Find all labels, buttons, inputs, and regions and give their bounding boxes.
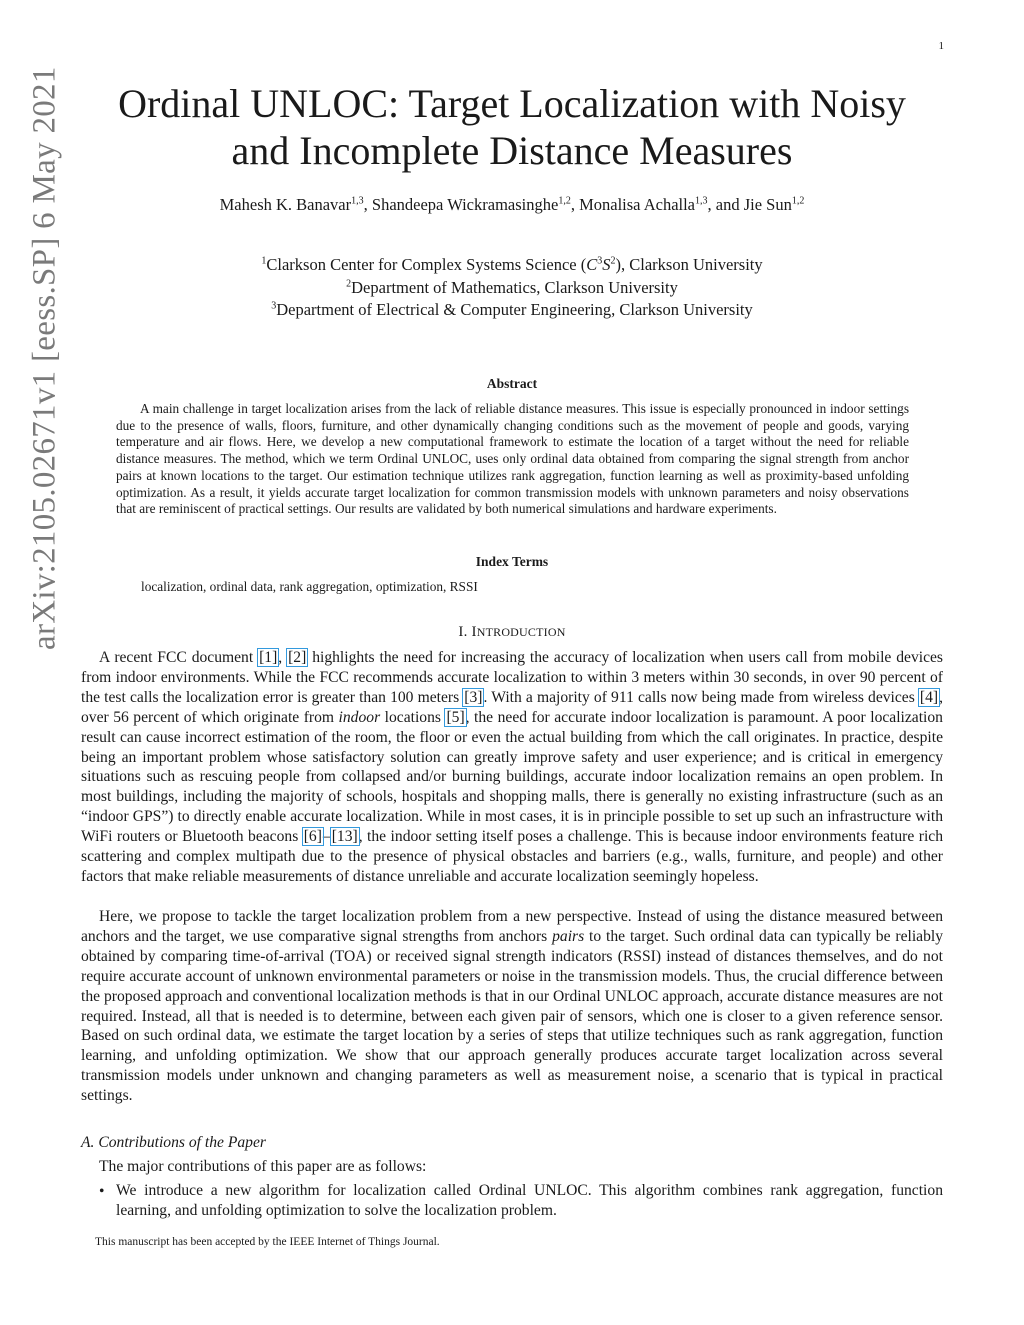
citation-link[interactable]: [1] (259, 649, 278, 666)
subsection-heading-contributions: A. Contributions of the Paper (81, 1134, 266, 1151)
index-terms-heading: Index Terms (475, 554, 549, 569)
title-line-2: and Incomplete Distance Measures (231, 128, 793, 173)
page-number: 1 (938, 40, 944, 52)
title-line-1: Ordinal UNLOC: Target Localization with Noisy (118, 81, 906, 126)
bullet-icon: • (99, 1183, 105, 1200)
citation-link[interactable]: [4] (919, 688, 939, 706)
intro-paragraph-1: A recent FCC document [1], [2] highlights the need for increasing the accuracy of localization when users call from mobile devices from indoor environments. While the FCC recommends accurate localization to within 3 meters within 30 seconds, in over 90 percent of the test calls the localization error is greater than 100 meters [3]. With a majority of 911 calls now being made from wireless devices [4], over 56 percent of which originate from indoor locations [5], the need for accurate indoor localization is paramount. A poor localization result can cause incorrect estimation of the room, the floor or even the actual building from which the call originates. In practice, despite being an important problem whose satisfactory solution can greatly improve safety and user experience; and is critical in emergency situations such as rescuing people from collapsed and/or burning buildings, accurate indoor localization remains an open problem. In most buildings, including the majority of schools, hospitals and shopping malls, there is generally no existing infrastructure (such as an “indoor GPS”) to directly enable accurate localization. While in most cases, it is in principle possible to set up such an infrastructure with WiFi routers or Bluetooth beacons [6]–[13], the indoor setting itself poses a challenge. This is because indoor environments feature rich scattering and complex multipath due to the presence of physical obstacles and barriers (e.g., walls, furniture, and people) and other factors that make reliable measurements of distance unreliable and accurate localization seemingly hopeless. (81, 649, 944, 885)
affiliation-2: $^2$Department of Mathematics, Clarkson University (346, 277, 678, 297)
author: Mahesh K. Banavar$^{1,3}$, (219, 195, 372, 214)
affiliation-3: $^3$Department of Electrical & Computer Engineering, Clarkson University (271, 300, 753, 319)
contribution-bullet-1: We introduce a new algorithm for localization called Ordinal UNLOC. This algorithm combines rank aggregation, function learning, and unfolding optimization to solve the localization problem. (116, 1182, 943, 1219)
contributions-intro: The major contributions of this paper are as follows: (99, 1158, 427, 1175)
paper-title (0, 80, 1024, 174)
intro-paragraph-2: Here, we propose to tackle the target localization problem from a new perspective. Instead of using the distance measured between anchors and the target, we use comparative signal strengths from anchors pairs to the target. Such ordinal data can typically be reliably obtained by comparing time-of-arrival (TOA) or received signal strength indicators (RSSI) instead of distances themselves, and do not require accurate account of unknown environmental parameters or noise in the transmission models. Thus, the crucial difference between the proposed approach and conventional localization methods is that in our Ordinal UNLOC approach, accurate distance measures are not required. Instead, all that is needed is to determine, between each given pair of sensors, which one is closer to a given reference sensor. Based on such ordinal data, we estimate the target location by a series of steps that utilize techniques such as rank aggregation, function learning, and unfolding optimization. We show that our approach generally produces accurate target localization across several transmission models under unknown and changing parameters as well as measurement noise, a scenario that is typical in practical settings. (81, 908, 943, 1105)
abstract-text: A main challenge in target localization arises from the lack of reliable distance measures. This issue is especially pronounced in indoor settings due to the presence of walls, floors, furniture, and other dynamically changing conditions such as the movement of people and goods, varying temperature and air flows. Here, we develop a new computational framework to estimate the location of a target without the need for reliable distance measures. The method, which we term Ordinal UNLOC, uses only ordinal data obtained from comparing the signal strength from anchor pairs at known locations to the target. Our estimation technique utilizes rank aggregation, function learning as well as proximity-based unfolding optimization. As a result, it yields accurate target localization for common transmission models with unknown parameters and noisy observations that are reminiscent of practical settings. Our results are validated by both numerical simulations and hardware experiments. (116, 401, 909, 517)
footnote: This manuscript has been accepted by the IEEE Internet of Things Journal. (95, 1236, 440, 1248)
citation-link[interactable]: [3] (464, 688, 483, 706)
citation-link[interactable]: [13] (331, 828, 358, 846)
author: Jie Sun$^{1,2}$ (743, 195, 805, 214)
section-heading-introduction: I. INTRODUCTION (458, 624, 566, 640)
author: Shandeepa Wickramasinghe$^{1,2}$, (371, 195, 580, 214)
affiliation-1: $^1$Clarkson Center for Complex Systems Science $(C^3S^2)$, Clarkson University (261, 255, 763, 274)
index-terms: localization, ordinal data, rank aggregation, optimization, RSSI (141, 579, 478, 594)
author: Monalisa Achalla$^{1,3}$, and (579, 195, 744, 214)
abstract-heading: Abstract (486, 376, 538, 391)
author-list (0, 193, 1024, 217)
citation-link[interactable]: [5] (446, 708, 465, 726)
citation-link[interactable]: [6] (303, 828, 322, 846)
citation-link[interactable]: [2] (288, 649, 307, 666)
affiliations (0, 254, 1024, 322)
